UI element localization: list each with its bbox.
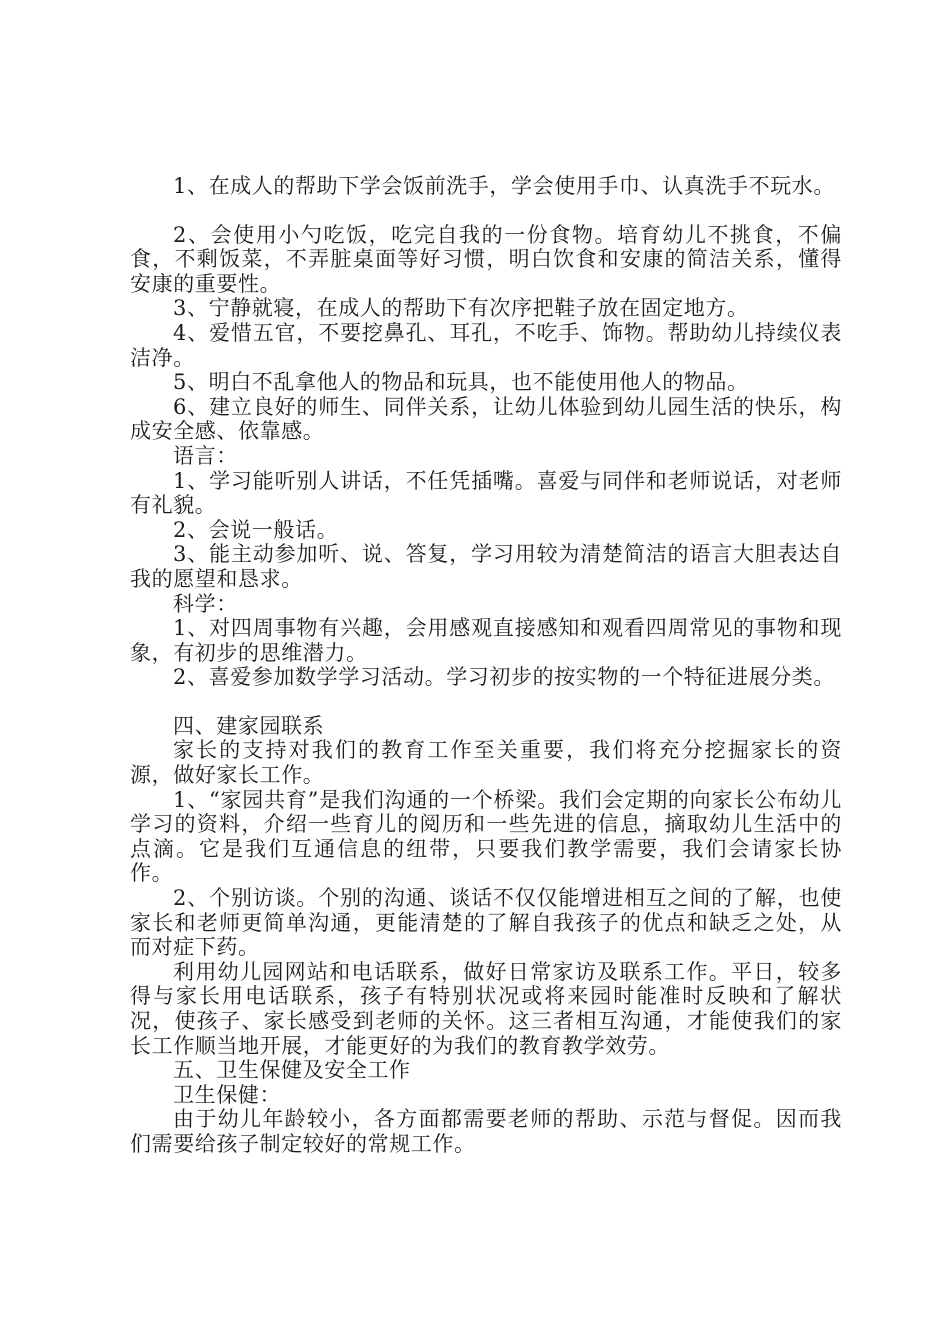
heading-health-safety: 五、卫生保健及安全工作 (173, 1058, 411, 1083)
document-body (130, 174, 842, 1157)
paragraph-home-school-intro: 家长的支持对我们的教育工作至关重要，我们将充分挖掘家长的资源，做好家长工作。 (130, 738, 842, 788)
paragraph-hygiene-5: 5、明白不乱拿他人的物品和玩具，也不能使用他人的物品。 (173, 370, 749, 395)
heading-home-school: 四、建家园联系 (173, 713, 325, 738)
paragraph-language-2: 2、会说一般话。 (173, 517, 339, 542)
paragraph-home-school-1: 1、“家园共育”是我们沟通的一个桥梁。我们会定期的向家长公布幼儿学习的资料，介绍一些育儿的阅历和一些先进的信息，摘取幼儿生活中的点滴。它是我们互通信息的纽带，只要我们教学需要，我们会请家长协作。 (130, 787, 842, 886)
paragraph-hygiene-4: 4、爱惜五官，不要挖鼻孔、耳孔，不吃手、饰物。帮助幼儿持续仪表洁净。 (130, 320, 842, 370)
paragraph-hygiene-3: 3、宁静就寝，在成人的帮助下有次序把鞋子放在固定地方。 (173, 296, 749, 321)
paragraph-language-1: 1、学习能听别人讲话，不任凭插嘴。喜爱与同伴和老师说话，对老师有礼貌。 (130, 468, 842, 518)
paragraph-science-1: 1、对四周事物有兴趣，会用感观直接感知和观看四周常见的事物和现象，有初步的思维潜力。 (130, 616, 842, 665)
paragraph-home-school-2: 2、个别访谈。个别的沟通、谈话不仅仅能增进相互之间的了解，也使家长和老师更简单沟通，更能清楚的了解自我孩子的优点和缺乏之处，从而对症下药。 (130, 886, 842, 960)
heading-health-care: 卫生保健： (173, 1082, 282, 1107)
paragraph-language-3: 3、能主动参加听、说、答复，学习用较为清楚简洁的语言大胆表达自我的愿望和恳求。 (130, 542, 842, 591)
paragraph-hygiene-2: 2、会使用小勺吃饭，吃完自我的一份食物。培育幼儿不挑食，不偏食，不剩饭菜，不弄脏桌面等好习惯，明白饮食和安康的简洁关系，懂得安康的重要性。 (130, 222, 842, 296)
paragraph-health-care: 由于幼儿年龄较小，各方面都需要老师的帮助、示范与督促。因而我们需要给孩子制定较好的常规工作。 (130, 1107, 842, 1156)
heading-science: 科学： (173, 591, 238, 616)
heading-language: 语言： (173, 443, 238, 468)
paragraph-science-2: 2、喜爱参加数学学习活动。学习初步的按实物的一个特征进展分类。 (173, 665, 836, 690)
paragraph-home-school-3: 利用幼儿园网站和电话联系，做好日常家访及联系工作。平日，较多得与家长用电话联系，孩子有特别状况或将来园时能准时反映和了解状况，使孩子、家长感受到老师的关怀。这三者相互沟通，才能使我们的家长工作顺当地开展，才能更好的为我们的教育教学效劳。 (130, 959, 842, 1058)
paragraph-hygiene-1: 1、在成人的帮助下学会饭前洗手，学会使用手巾、认真洗手不玩水。 (173, 174, 836, 198)
paragraph-hygiene-6: 6、建立良好的师生、同伴关系，让幼儿体验到幼儿园生活的快乐，构成安全感、依靠感。 (130, 394, 842, 444)
